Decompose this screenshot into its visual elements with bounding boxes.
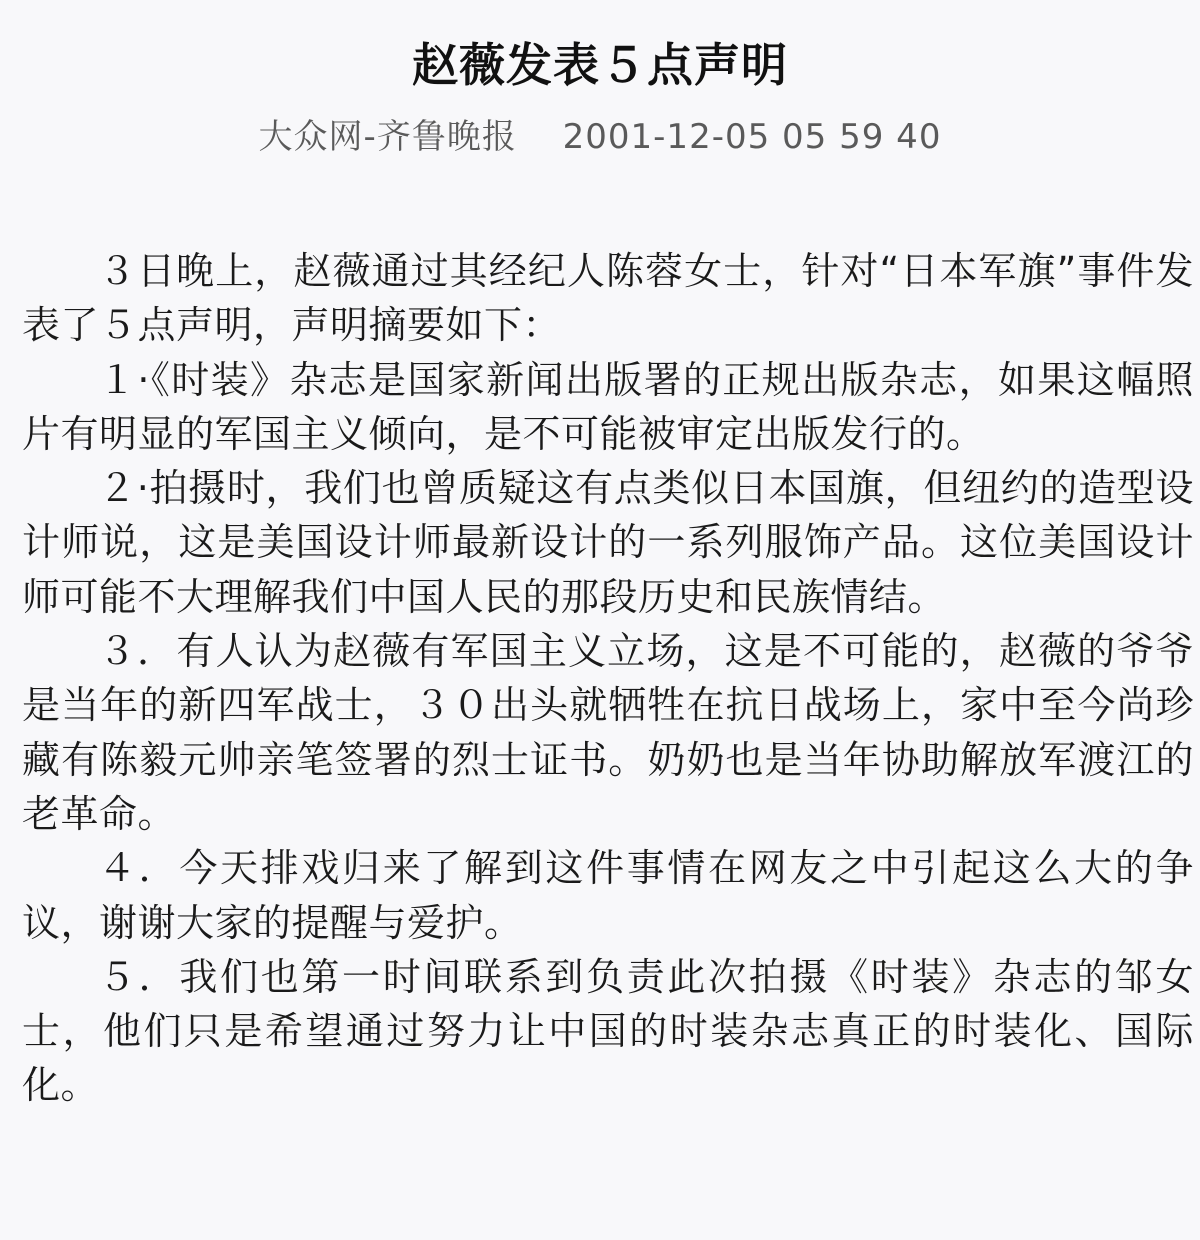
paragraph-point-5: ５．我们也第一时间联系到负责此次拍摄《时装》杂志的邹女士，他们只是希望通过努力让中国的时装杂志真正的时装化、国际化。 [22,954,1194,1108]
article-source: 大众网-齐鲁晚报 [258,117,517,157]
article-title: 赵薇发表５点声明 [412,37,788,92]
paragraph-point-4: ４．今天排戏归来了解到这件事情在网友之中引起这么大的争议，谢谢大家的提醒与爱护。 [22,846,1194,945]
article-body [22,244,1194,1113]
paragraph-point-3: ３．有人认为赵薇有军国主义立场，这是不可能的，赵薇的爷爷是当年的新四军战士，３０出头就牺牲在抗日战场上，家中至今尚珍藏有陈毅元帅亲笔签署的烈士证书。奶奶也是当年协助解放军渡江的老革命。 [22,629,1194,836]
article-timestamp: 2001-12-05 05 59 40 [562,117,942,157]
article-byline [0,114,1200,160]
paragraph-point-1: １·《时装》杂志是国家新闻出版署的正规出版杂志，如果这幅照片有明显的军国主义倾向，是不可能被审定出版发行的。 [22,357,1194,456]
paragraph-intro: ３日晚上，赵薇通过其经纪人陈蓉女士，针对“日本军旗”事件发表了５点声明，声明摘要如下： [22,249,1194,348]
paragraph-point-2: ２·拍摄时，我们也曾质疑这有点类似日本国旗，但纽约的造型设计师说，这是美国设计师最新设计的一系列服饰产品。这位美国设计师可能不大理解我们中国人民的那段历史和民族情结。 [22,466,1194,619]
